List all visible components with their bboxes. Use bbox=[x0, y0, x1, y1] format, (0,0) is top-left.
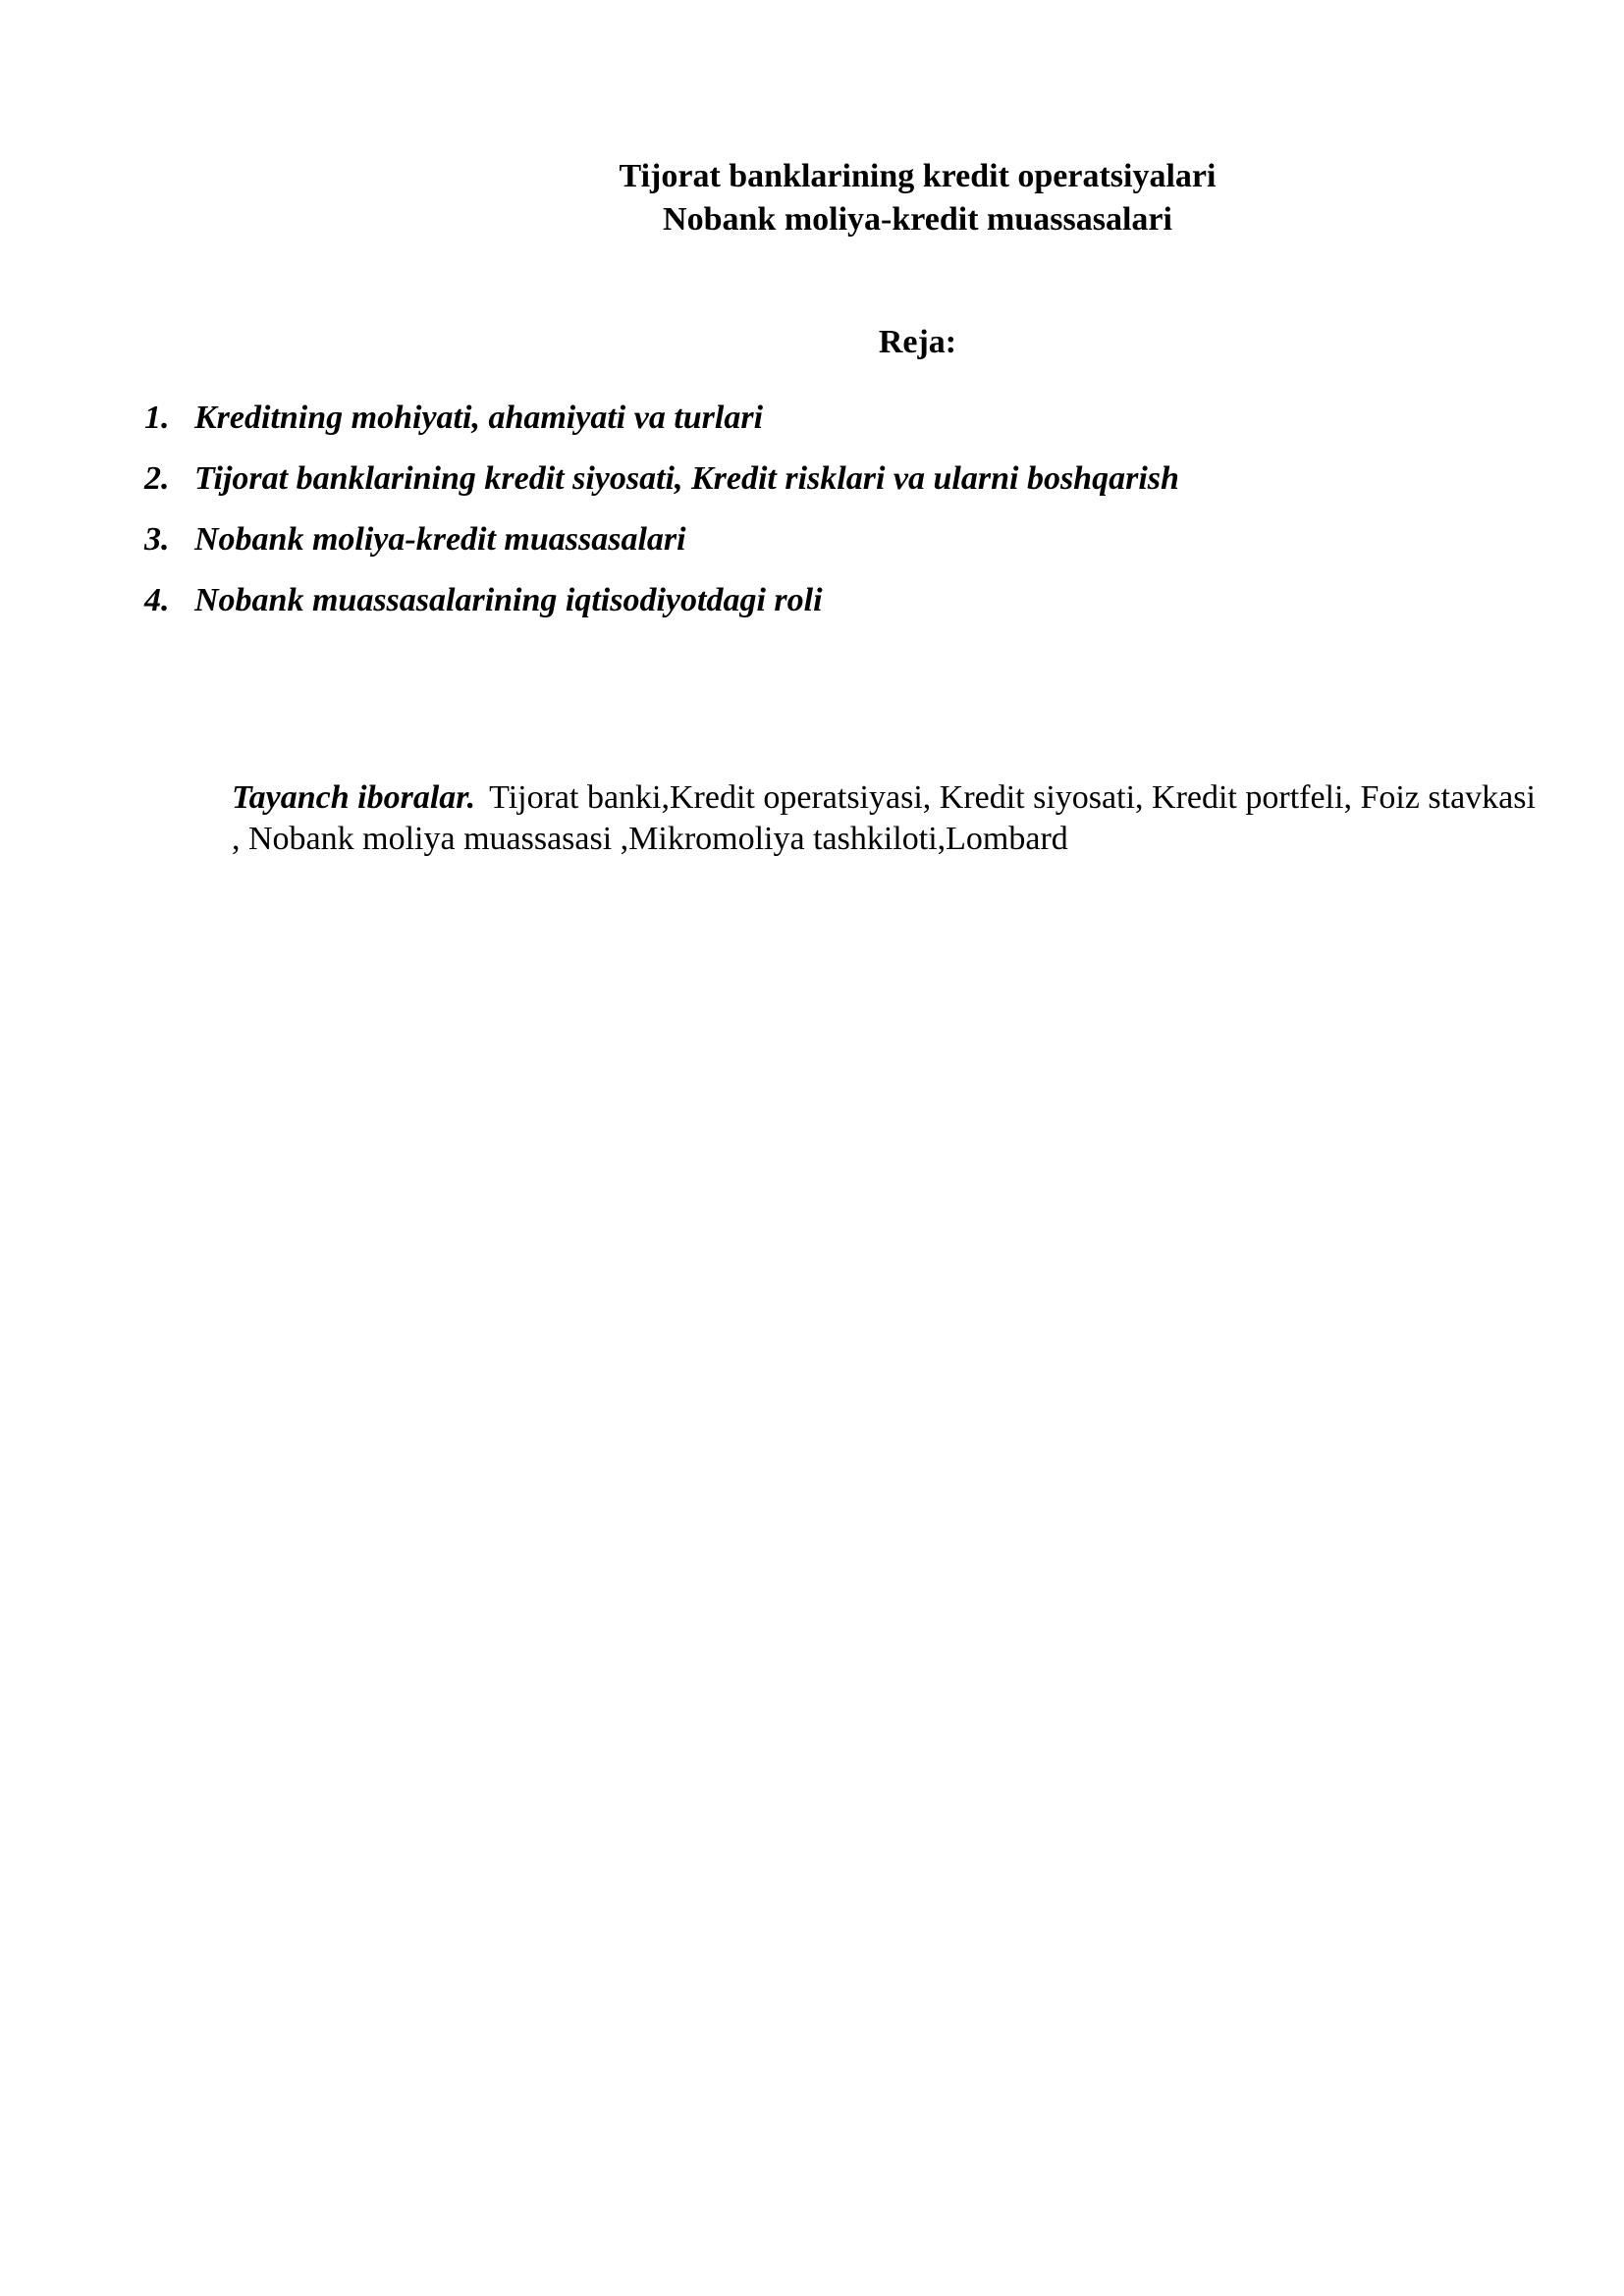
plan-item-number: 2. bbox=[144, 460, 170, 497]
keywords-label: Tayanch iboralar. bbox=[232, 779, 476, 816]
plan-item-number: 3. bbox=[144, 521, 170, 558]
plan-item bbox=[144, 397, 1539, 457]
keywords-paragraph bbox=[232, 777, 1538, 860]
plan-list bbox=[144, 397, 1539, 640]
plan-item-number: 1. bbox=[144, 400, 170, 436]
title-line-1: Tijorat banklarining kredit operatsiyalari bbox=[619, 158, 1217, 194]
plan-item-text: Nobank moliya-kredit muassasalari bbox=[194, 521, 686, 558]
plan-item-number: 4. bbox=[144, 582, 170, 618]
plan-item-text: Tijorat banklarining kredit siyosati, Kredit risklari va ularni boshqarish bbox=[194, 460, 1179, 497]
document-title bbox=[0, 155, 1624, 241]
plan-item bbox=[144, 518, 1539, 579]
plan-item bbox=[144, 579, 1539, 640]
title-line-2: Nobank moliya-kredit muassasalari bbox=[663, 201, 1172, 238]
plan-item bbox=[144, 457, 1539, 518]
keywords-text: Tijorat banki,Kredit operatsiyasi, Kredit siyosati, Kredit portfeli, Foiz stavkasi , Nobank moliya muassasasi ,Mikromoliya tashkiloti,Lombard bbox=[232, 779, 1536, 857]
plan-heading: Reja: bbox=[878, 324, 957, 360]
plan-item-text: Kreditning mohiyati, ahamiyati va turlari bbox=[194, 400, 764, 436]
plan-item-text: Nobank muassasalarining iqtisodiyotdagi roli bbox=[194, 582, 823, 618]
